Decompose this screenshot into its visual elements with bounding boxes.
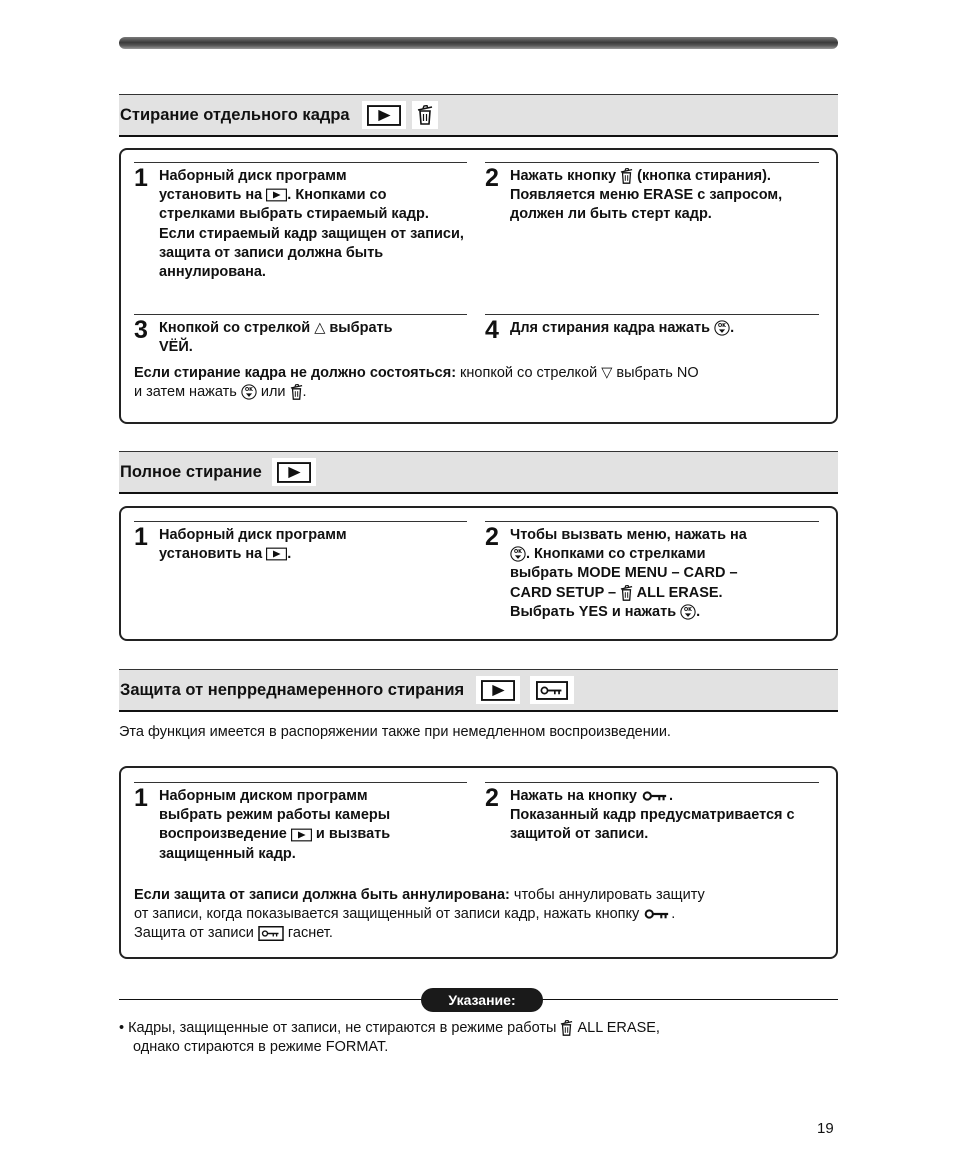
step-number: 1 bbox=[134, 523, 148, 551]
step-1 bbox=[134, 521, 467, 631]
step-1 bbox=[134, 162, 467, 312]
cancel-note bbox=[134, 364, 824, 402]
ok-button-icon bbox=[680, 604, 696, 620]
step-text: Наборным диском программ bbox=[159, 788, 368, 804]
step-2 bbox=[485, 782, 819, 882]
note-heading: Если защита от записи должна быть аннулирована: bbox=[134, 887, 510, 903]
playback-icon bbox=[291, 828, 312, 842]
section-title: Защита от непрреднамеренного стирания bbox=[120, 680, 465, 699]
step-2 bbox=[485, 162, 819, 312]
step-number: 1 bbox=[134, 164, 148, 192]
step-text: . bbox=[668, 788, 673, 804]
step-text: . bbox=[696, 603, 701, 620]
section-erase-single-header bbox=[119, 94, 838, 137]
step-text: CARD SETUP – bbox=[510, 584, 617, 601]
playback-icon bbox=[362, 101, 406, 129]
step-number: 2 bbox=[485, 523, 499, 551]
step-text: Наборный диск программ bbox=[159, 527, 347, 543]
step-2 bbox=[485, 521, 819, 631]
step-number: 1 bbox=[134, 784, 148, 812]
hint-text-line: Кадры, защищенные от записи, не стираются в режиме работы bbox=[128, 1020, 557, 1036]
note-text: гаснет. bbox=[287, 925, 333, 942]
playback-icon bbox=[272, 458, 316, 486]
section-protect-header bbox=[119, 669, 838, 712]
section-title: Стирание отдельного кадра bbox=[120, 105, 350, 124]
key-icon bbox=[641, 790, 669, 802]
note-text: кнопкой со стрелкой ▽ выбрать NO bbox=[456, 365, 699, 381]
step-text: стрелками выбрать стираемый кадр. Если стираемый кадр защищен от записи, защита от записи должна быть аннулирована. bbox=[159, 206, 464, 281]
step-text: Чтобы вызвать меню, нажать на bbox=[510, 527, 747, 543]
step-number: 4 bbox=[485, 316, 499, 344]
step-text: . bbox=[730, 320, 735, 336]
note-text: или bbox=[260, 384, 286, 401]
step-text: VЁЙ. bbox=[159, 339, 193, 356]
section-title: Полное стирание bbox=[120, 462, 262, 481]
step-text: Нажать кнопку bbox=[510, 168, 617, 184]
protect-steps-box bbox=[119, 766, 838, 959]
note-text: . bbox=[671, 906, 676, 923]
trash-icon bbox=[560, 1020, 573, 1036]
step-text: Показанный кадр предусматривается с защитой от записи. bbox=[510, 807, 795, 843]
trash-icon bbox=[620, 168, 633, 184]
trash-icon bbox=[290, 384, 303, 400]
step-number: 2 bbox=[485, 164, 499, 192]
ok-button-icon bbox=[241, 384, 257, 400]
erase-all-steps-box bbox=[119, 506, 838, 641]
step-text: ALL ERASE. bbox=[636, 584, 723, 601]
note-text: Защита от записи bbox=[134, 925, 254, 942]
step-text: . bbox=[287, 546, 292, 563]
step-text: воспроизведение bbox=[159, 826, 287, 843]
protect-icon bbox=[258, 926, 284, 941]
step-text: установить на bbox=[159, 546, 263, 563]
protect-icon bbox=[530, 676, 574, 704]
step-3 bbox=[134, 314, 467, 364]
step-text: (кнопка bbox=[637, 168, 691, 184]
step-text: выбрать MODE MENU – CARD – bbox=[510, 565, 738, 582]
step-text: Нажать на кнопку bbox=[510, 788, 637, 804]
trash-icon bbox=[620, 585, 633, 601]
trash-icon bbox=[412, 101, 438, 129]
step-text: Кнопкой со стрелкой △ выбрать bbox=[159, 320, 393, 336]
step-1 bbox=[134, 782, 467, 882]
step-text: установить на bbox=[159, 187, 263, 204]
step-text: и вызвать bbox=[315, 826, 391, 843]
hint-label: Указание: bbox=[421, 988, 543, 1012]
playback-icon bbox=[266, 547, 287, 561]
section-erase-all-header bbox=[119, 451, 838, 494]
step-text: Выбрать YES и нажать bbox=[510, 603, 677, 620]
note-text: и затем нажать bbox=[134, 384, 237, 401]
hint-text bbox=[119, 1019, 838, 1057]
note-text: чтобы аннулировать защиту bbox=[509, 887, 705, 903]
note-heading: Если стирание кадра не должно состояться: bbox=[134, 365, 457, 381]
step-text: выбрать режим работы камеры bbox=[159, 807, 391, 824]
step-text: . Кнопками со стрелками bbox=[526, 546, 706, 563]
step-text: Наборный диск программ bbox=[159, 168, 347, 184]
protect-intro: Эта функция имеется в распоряжении также при немедленном воспроизведении. bbox=[119, 724, 671, 740]
step-text: защищенный кадр. bbox=[159, 845, 296, 862]
step-text: . Кнопками со bbox=[287, 187, 387, 204]
hint-text-line: ALL ERASE, bbox=[577, 1020, 660, 1036]
key-icon bbox=[643, 908, 671, 920]
top-decorative-bar bbox=[119, 37, 838, 49]
erase-single-steps-box bbox=[119, 148, 838, 424]
playback-icon bbox=[476, 676, 520, 704]
ok-button-icon bbox=[510, 546, 526, 562]
page-number: 19 bbox=[817, 1120, 834, 1137]
step-text: стирания). Появляется меню ERASE с запросом, должен ли быть стерт кадр. bbox=[510, 168, 783, 223]
step-text: Для стирания кадра нажать bbox=[510, 320, 711, 336]
hint-text-line: однако стираются в режиме FORMAT. bbox=[133, 1039, 389, 1056]
ok-button-icon bbox=[714, 320, 730, 336]
step-4 bbox=[485, 314, 819, 364]
bullet: • bbox=[119, 1020, 125, 1036]
playback-icon bbox=[266, 188, 287, 202]
step-number: 2 bbox=[485, 784, 499, 812]
note-text: . bbox=[302, 384, 307, 401]
note-text: от записи, когда показывается защищенный от записи кадр, нажать кнопку bbox=[134, 906, 640, 923]
step-number: 3 bbox=[134, 316, 148, 344]
unprotect-note bbox=[134, 886, 824, 944]
